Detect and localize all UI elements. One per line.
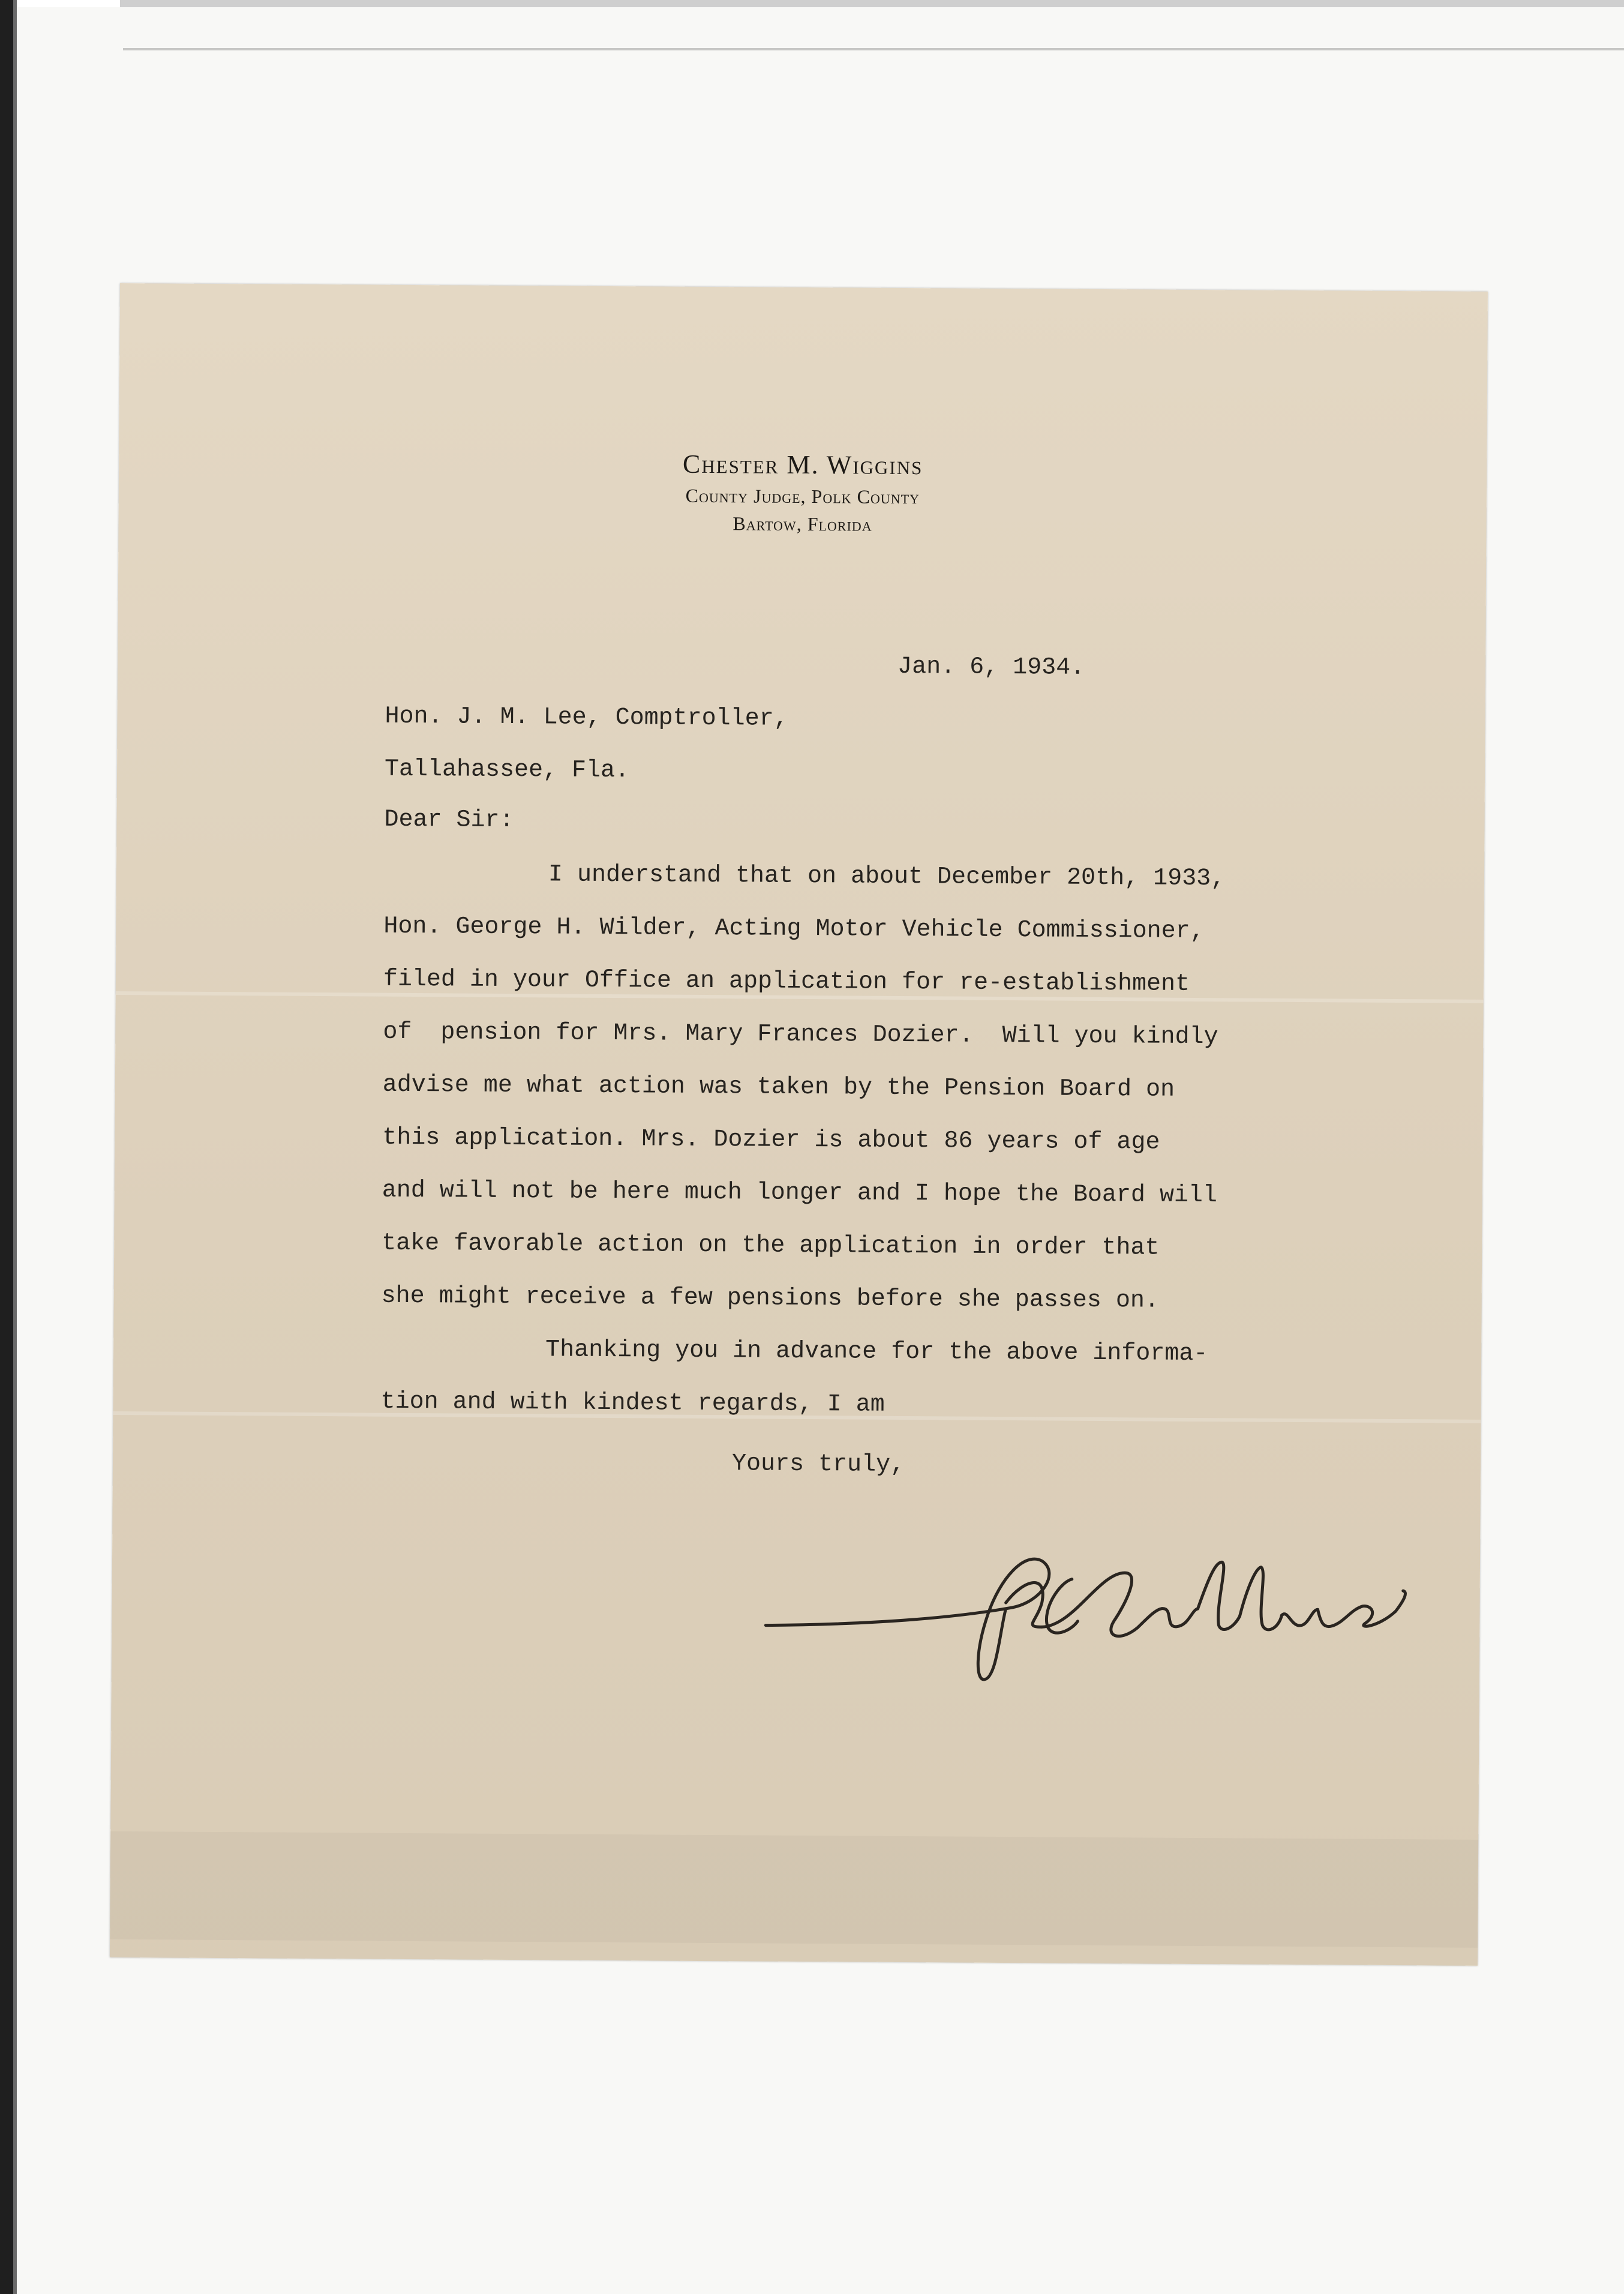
body-line: take favorable action on the application in order that bbox=[382, 1230, 1160, 1262]
letter-paper bbox=[110, 283, 1488, 1966]
closing: Yours truly, bbox=[731, 1450, 905, 1479]
body-line: tion and with kindest regards, I am bbox=[380, 1388, 885, 1419]
scan-edge-top bbox=[120, 0, 1624, 7]
signature bbox=[760, 1536, 1457, 1696]
recipient-line-1: Hon. J. M. Lee, Comptroller, bbox=[385, 703, 788, 733]
body-line: advise me what action was taken by the Pension Board on bbox=[382, 1071, 1175, 1103]
salutation: Dear Sir: bbox=[384, 806, 514, 835]
letterhead-title: County Judge, Polk County bbox=[685, 484, 920, 508]
body-line: Hon. George H. Wilder, Acting Motor Vehicle Commissioner, bbox=[383, 913, 1205, 946]
body-line: filed in your Office an application for re-establishment bbox=[383, 965, 1190, 998]
body-line: she might receive a few pensions before she passes on. bbox=[381, 1282, 1160, 1315]
recipient-line-2: Tallahassee, Fla. bbox=[384, 755, 630, 785]
body-line: and will not be here much longer and I hope the Board will bbox=[382, 1177, 1218, 1210]
body-line: of pension for Mrs. Mary Frances Dozier. Will you kindly bbox=[383, 1018, 1218, 1051]
signature-icon bbox=[760, 1536, 1457, 1696]
body-line: this application. Mrs. Dozier is about 86 years of age bbox=[382, 1124, 1160, 1156]
body-line: I understand that on about December 20th, 1933, bbox=[548, 861, 1226, 893]
letter-date: Jan. 6, 1934. bbox=[897, 653, 1085, 682]
scan-edge-left bbox=[0, 0, 13, 2294]
letterhead-name: Chester M. Wiggins bbox=[682, 449, 923, 481]
scan-top-line bbox=[123, 48, 1624, 50]
body-line: Thanking you in advance for the above informa- bbox=[545, 1336, 1208, 1368]
paper-fold bbox=[110, 1831, 1478, 1948]
letterhead-city: Bartow, Florida bbox=[733, 512, 872, 535]
